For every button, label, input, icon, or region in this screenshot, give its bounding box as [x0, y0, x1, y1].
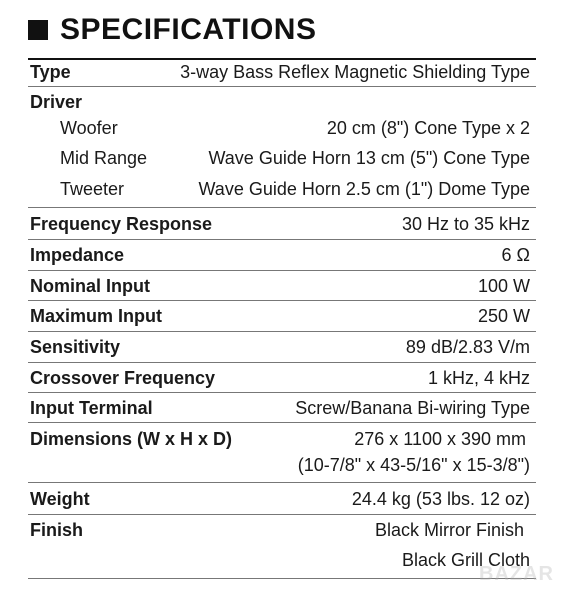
spec-value: 3-way Bass Reflex Magnetic Shielding Type: [180, 62, 530, 82]
spec-value: 89 dB/2.83 V/m: [405, 337, 530, 357]
divider: [28, 578, 536, 579]
spec-value: (10-7/8" x 43-5/16" x 15-3/8"): [297, 455, 530, 475]
spec-label: Finish: [30, 520, 83, 540]
spec-label: Frequency Response: [30, 214, 213, 234]
spec-value: 276 x 1100 x 390 mm: [354, 429, 526, 449]
page-title: [28, 10, 316, 50]
spec-sublabel: Mid Range: [60, 148, 148, 168]
spec-label: Maximum Input: [30, 306, 163, 326]
spec-row-type: [28, 57, 530, 87]
spec-value: 6 Ω: [501, 245, 530, 265]
spec-label: Crossover Frequency: [30, 368, 216, 388]
divider: [28, 207, 536, 208]
divider: [28, 422, 536, 423]
spec-row-finish-grill: [28, 545, 530, 575]
spec-row-nominal: [28, 271, 530, 301]
divider: [28, 482, 536, 483]
spec-value: 20 cm (8") Cone Type x 2: [326, 118, 530, 138]
title-square-icon: [28, 20, 48, 40]
spec-row-woofer: [28, 113, 530, 143]
spec-row-sensitivity: [28, 332, 530, 362]
spec-value: Screw/Banana Bi-wiring Type: [295, 398, 530, 418]
title-text: SPECIFICATIONS: [60, 13, 317, 46]
spec-value: 24.4 kg (53 lbs. 12 oz): [351, 489, 530, 509]
spec-row-impedance: [28, 240, 530, 270]
spec-sublabel: Tweeter: [60, 179, 125, 199]
spec-value: 250 W: [477, 306, 530, 326]
spec-row-dimensions-imperial: [28, 450, 530, 480]
spec-label: Dimensions (W x H x D): [30, 429, 233, 449]
spec-label: Driver: [30, 92, 83, 112]
spec-value: 30 Hz to 35 kHz: [401, 214, 530, 234]
spec-label: Type: [30, 62, 71, 82]
spec-label: Weight: [30, 489, 90, 509]
spec-row-frequency: [28, 209, 530, 239]
spec-row-weight: [28, 484, 530, 514]
spec-label: Input Terminal: [30, 398, 153, 418]
spec-label: Nominal Input: [30, 276, 150, 296]
spec-value: Black Grill Cloth: [401, 550, 530, 570]
spec-row-midrange: [28, 143, 530, 173]
spec-row-tweeter: [28, 174, 530, 204]
spec-value: 1 kHz, 4 kHz: [427, 368, 530, 388]
spec-value: 100 W: [477, 276, 530, 296]
spec-label: Sensitivity: [30, 337, 121, 357]
spec-value: Black Mirror Finish: [374, 520, 524, 540]
spec-row-finish: [28, 515, 530, 545]
spec-row-maximum: [28, 301, 530, 331]
spec-row-input: [28, 393, 530, 423]
watermark-logo: BAZAR: [479, 563, 554, 585]
spec-value: Wave Guide Horn 2.5 cm (1") Dome Type: [198, 179, 530, 199]
spec-value: Wave Guide Horn 13 cm (5") Cone Type: [208, 148, 530, 168]
spec-sublabel: Woofer: [60, 118, 118, 138]
spec-label: Impedance: [30, 245, 125, 265]
spec-row-crossover: [28, 363, 530, 393]
